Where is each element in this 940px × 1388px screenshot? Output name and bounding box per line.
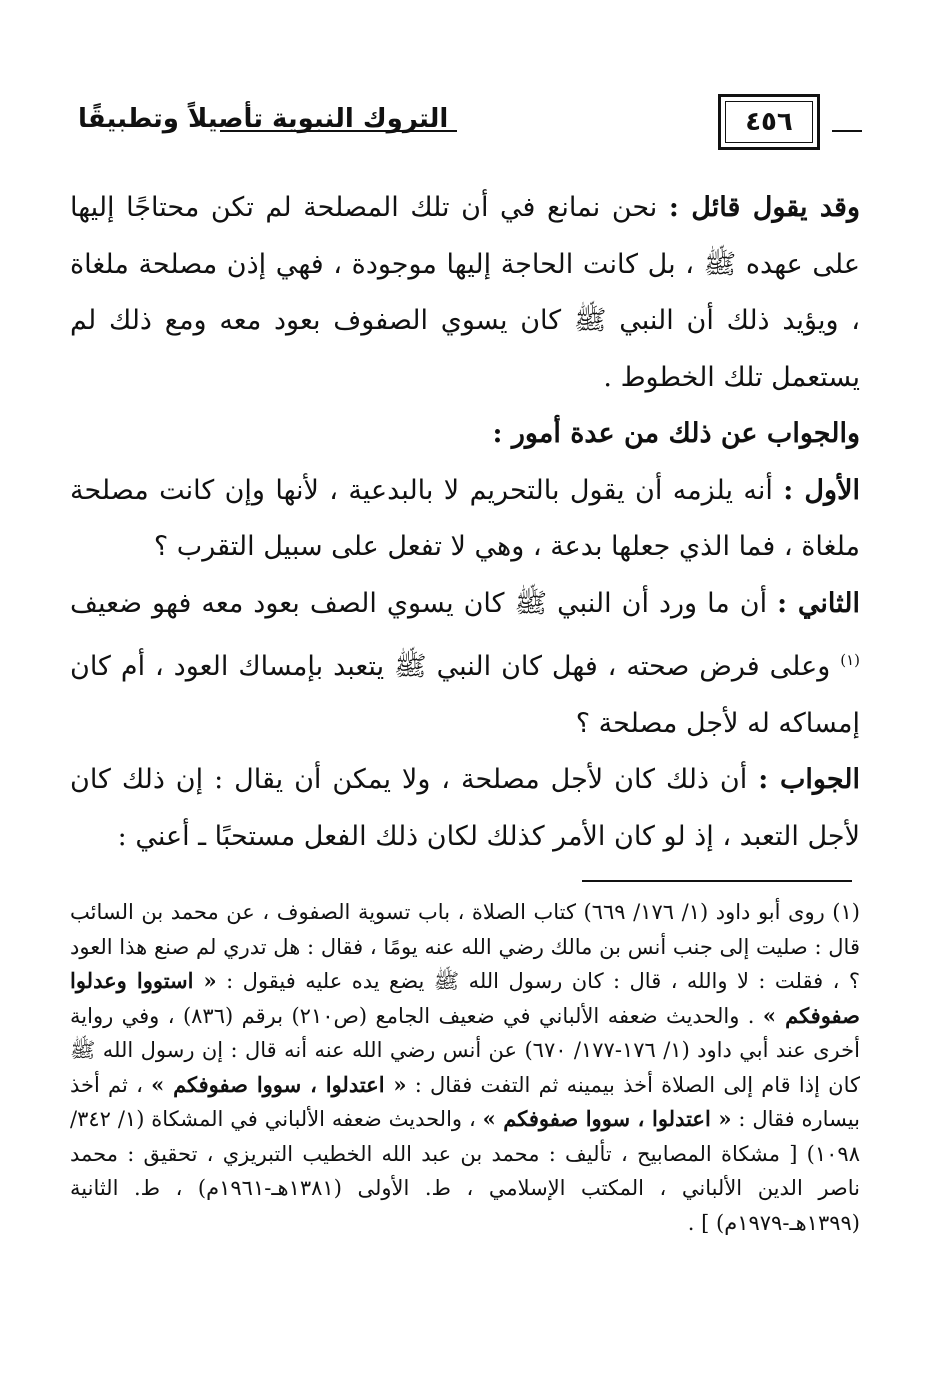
footnote-1-part-4: ، والحديث ضعفه الألباني في المشكاة (١/ ٣٤٢/ ١٠٩٨) [ مشكاة المصابيح ، تأليف : محمد بن عبد الله الخطيب التبريزي ، تحقيق : محمد ناصر الدين الألباني ، المكتب الإسلامي ، ط. الأولى (١٣٨١هـ-١٩٦١م) ، ط. الثانية (١٣٩٩هـ-١٩٧٩م) ] .: [70, 1107, 860, 1235]
paragraph-4-text-b: وعلى فرض صحته ، فهل كان النبي ﷺ يتعبد بإمساك العود ، أم كان إمساكه له لأجل مصلحة ؟: [70, 651, 860, 739]
footnote-1: [70, 895, 860, 1240]
paragraph-4-text-a: أن ما ورد أن النبي ﷺ كان يسوي الصف بعود معه فهو ضعيف: [70, 587, 778, 619]
footnotes: [70, 895, 860, 1240]
paragraph-3-text: أنه يلزمه أن يقول بالتحريم لا بالبدعية ، لأنها وإن كانت مصلحة ملغاة ، فما الذي جعلها بدعة ، وهي لا تفعل على سبيل التقرب ؟: [70, 474, 860, 562]
paragraph-5: [70, 752, 860, 865]
running-title: التروك النبوية تأصيلاً وتطبيقًا: [78, 104, 449, 134]
footnote-ref-1[interactable]: (١): [840, 651, 860, 669]
main-text: [70, 180, 860, 865]
paragraph-2: [70, 406, 860, 463]
header-rule-right: [832, 130, 862, 132]
page-number-box: [718, 94, 820, 150]
footnote-1-quote-3: « اعتدلوا ، سووا صفوفكم »: [482, 1106, 732, 1131]
paragraph-3-lead: الأول :: [783, 474, 860, 506]
footnote-separator: [582, 880, 852, 882]
page-header: [70, 92, 862, 156]
paragraph-1: [70, 180, 860, 406]
footnote-1-part-2: . والحديث ضعفه الألباني في ضعيف الجامع (ص٢١٠) برقم (٨٣٦) ، وفي رواية أخرى عند أبي داود (١/ ١٧٦-١٧٧/ ٦٧٠) عن أنس رضي الله عنه أنه قال : إن رسول الله ﷺ كان إذا قام إلى الصلاة أخذ بيمينه ثم التفت فقال :: [70, 1003, 860, 1097]
paragraph-3: [70, 463, 860, 576]
footnote-1-part-3: ، ثم أخذ بيساره فقال :: [70, 1072, 860, 1131]
paragraph-1-lead: وقد يقول قائل :: [668, 192, 860, 223]
paragraph-2-lead: والجواب عن ذلك من عدة أمور :: [492, 418, 860, 449]
footnote-1-quote-1: « استووا وعدلوا صفوفكم »: [70, 968, 861, 1028]
footnote-1-quote-2: « اعتدلوا ، سووا صفوفكم »: [151, 1071, 407, 1097]
paragraph-4: [70, 576, 860, 753]
footnote-1-part-1: (١) روى أبو داود (١/ ١٧٦/ ٦٦٩) كتاب الصلاة ، باب تسوية الصفوف ، عن محمد بن السائب قال : صليت إلى جنب أنس بن مالك رضي الله عنه يومًا ، فقال : هل تدري لم صنع هذا العود ؟ ، فقلت : لا والله ، قال : كان رسول الله ﷺ يضع يده عليه فيقول :: [70, 900, 860, 993]
page-number: ٤٥٦: [745, 107, 793, 137]
paragraph-5-text: أن ذلك كان لأجل مصلحة ، ولا يمكن أن يقال : إن ذلك كان لأجل التعبد ، إذ لو كان الأمر كذلك لكان ذلك الفعل مستحبًا ـ أعني :: [70, 764, 860, 852]
paragraph-1-text: نحن نمانع في أن تلك المصلحة لم تكن محتاجًا إليها على عهده ﷺ ، بل كانت الحاجة إليها موجودة ، فهي إذن مصلحة ملغاة ، ويؤيد ذلك أن النبي ﷺ كان يسوي الصفوف بعود معه ومع ذلك لم يستعمل تلك الخطوط .: [70, 192, 860, 393]
paragraph-4-lead: الثاني :: [777, 587, 860, 619]
paragraph-5-lead: الجواب :: [758, 764, 860, 795]
